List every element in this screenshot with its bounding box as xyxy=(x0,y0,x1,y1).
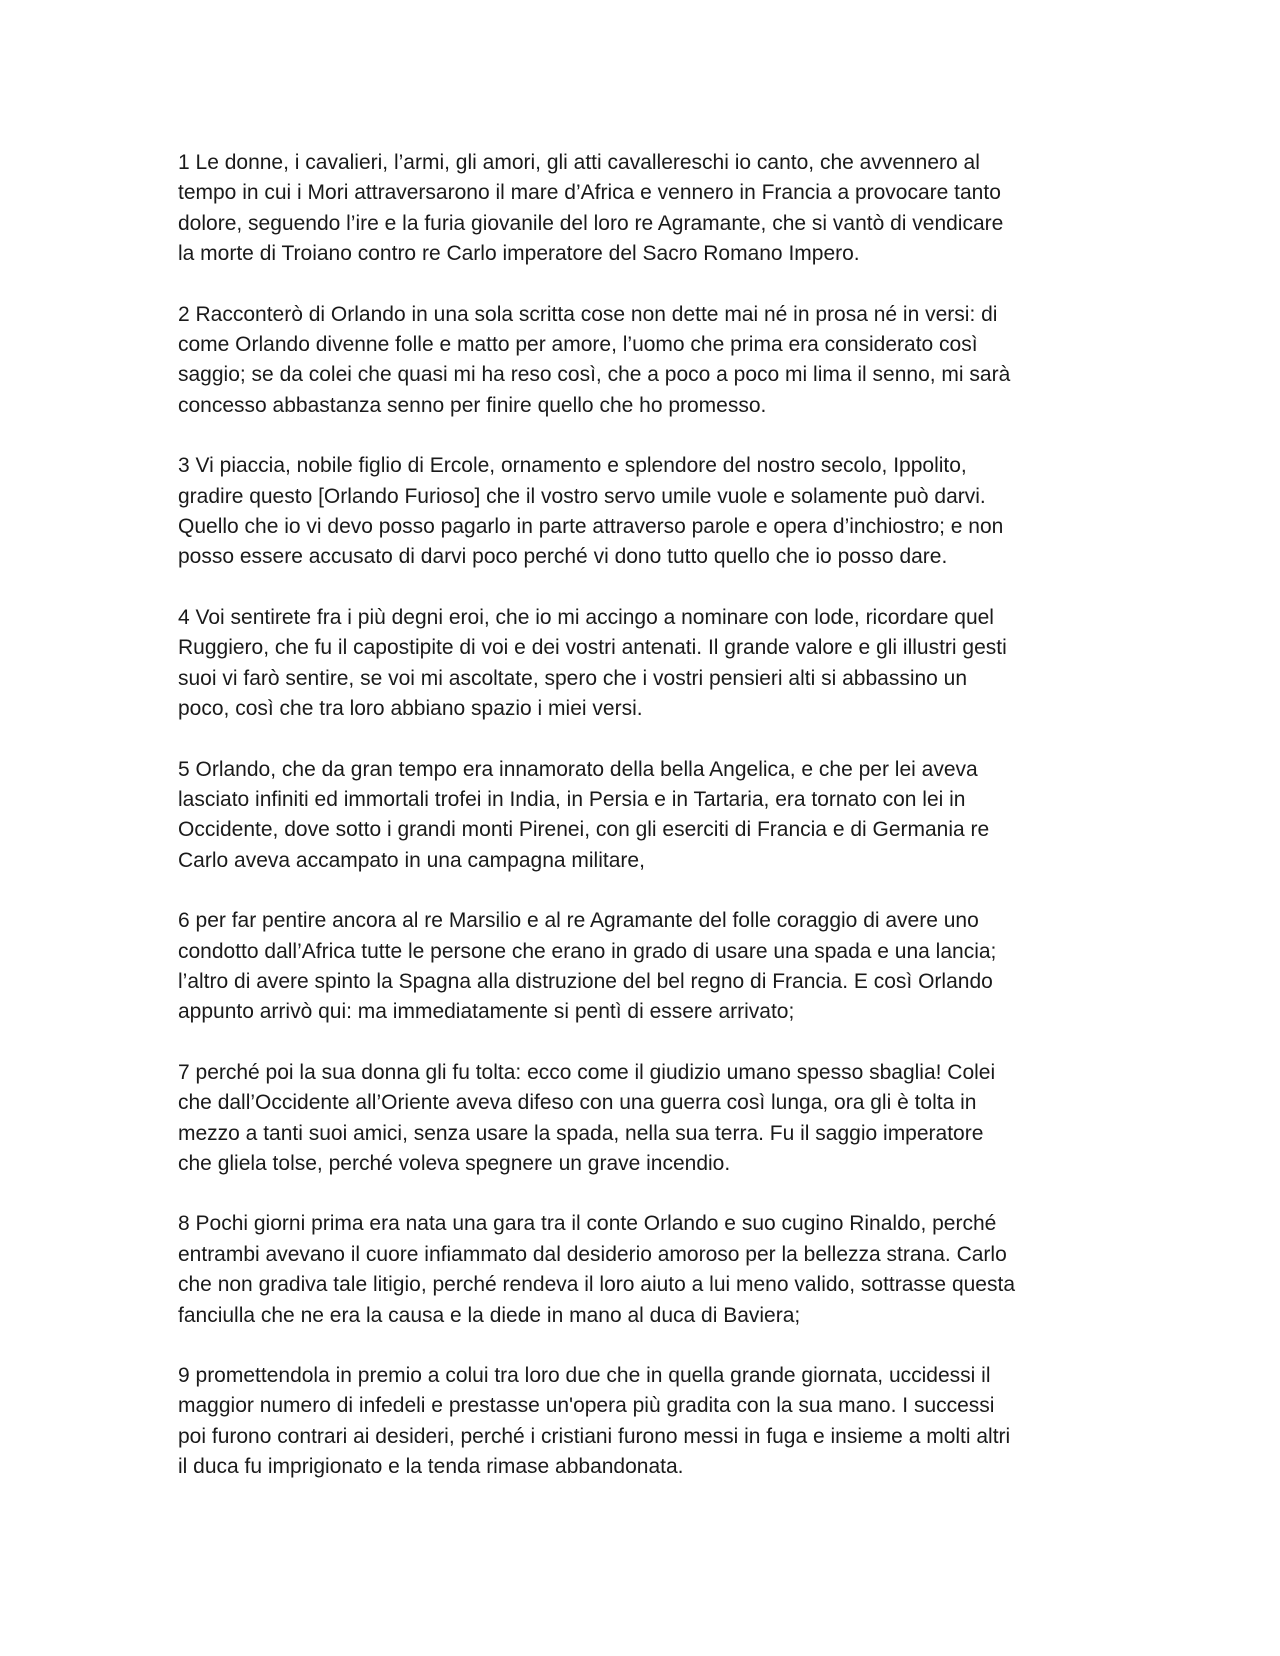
paragraph-7: 7 perché poi la sua donna gli fu tolta: ecco come il giudizio umano spesso sbaglia! Colei che dall’Occidente all’Oriente aveva difeso con una guerra così lunga, ora gli è tolta in mezzo a tanti suoi amici, senza usare la spada, nella sua terra. Fu il saggio imperatore che gliela tolse, perché voleva spegnere un grave incendio. xyxy=(178,1060,996,1175)
paragraph-1: 1 Le donne, i cavalieri, l’armi, gli amori, gli atti cavallereschi io canto, che avvennero al tempo in cui i Mori attraversarono il mare d’Africa e vennero in Francia a provocare tanto dolore, seguendo l’ire e la furia giovanile del loro re Agramante, che si vantò di vendicare la morte di Troiano contro re Carlo imperatore del Sacro Romano Impero. xyxy=(178,151,1004,266)
document-body xyxy=(178,148,1108,1513)
paragraph-4: 4 Voi sentirete fra i più degni eroi, che io mi accingo a nominare con lode, ricordare quel Ruggiero, che fu il capostipite di voi e dei vostri antenati. Il grande valore e gli illustri gesti suoi vi farò sentire, se voi mi ascoltate, spero che i vostri pensieri alti si abbassino un poco, così che tra loro abbiano spazio i miei versi. xyxy=(178,605,1007,721)
paragraph-2: 2 Racconterò di Orlando in una sola scritta cose non dette mai né in prosa né in versi: di come Orlando divenne folle e matto per amore, l’uomo che prima era considerato così saggio; se da colei che quasi mi ha reso così, che a poco a poco mi lima il senno, mi sarà concesso abbastanza senno per finire quello che ho promesso. xyxy=(178,302,1011,417)
paragraph-3: 3 Vi piaccia, nobile figlio di Ercole, ornamento e splendore del nostro secolo, Ippolito, gradire questo [Orlando Furioso] che il vostro servo umile vuole e solamente può darvi. Quello che io vi devo posso pagarlo in parte attraverso parole e opera d’inchiostro; e non posso essere accusato di darvi poco perché vi dono tutto quello che io posso dare. xyxy=(178,454,1004,569)
paragraph-5: 5 Orlando, che da gran tempo era innamorato della bella Angelica, e che per lei aveva lasciato infiniti ed immortali trofei in India, in Persia e in Tartaria, era tornato con lei in Occidente, dove sotto i grandi monti Pirenei, con gli eserciti di Francia e di Germania re Carlo aveva accampato in una campagna militare, xyxy=(178,757,990,872)
paragraph-6: 6 per far pentire ancora al re Marsilio e al re Agramante del folle coraggio di avere uno condotto dall’Africa tutte le persone che erano in grado di usare una spada e una lancia; l’altro di avere spinto la Spagna alla distruzione del bel regno di Francia. E così Orlando appunto arrivò qui: ma immediatamente si pentì di essere arrivato; xyxy=(178,909,997,1024)
paragraph-8: 8 Pochi giorni prima era nata una gara tra il conte Orlando e suo cugino Rinaldo, perché entrambi avevano il cuore infiammato dal desiderio amoroso per la bellezza strana. Carlo che non gradiva tale litigio, perché rendeva il loro aiuto a lui meno valido, sottrasse questa fanciulla che ne era la causa e la diede in mano al duca di Baviera; xyxy=(178,1212,1015,1327)
paragraph-9: 9 promettendola in premio a colui tra loro due che in quella grande giornata, uccidessi il maggior numero di infedeli e prestasse un'opera più gradita con la sua mano. I successi poi furono contrari ai desideri, perché i cristiani furono messi in fuga e insieme a molti altri il duca fu imprigionato e la tenda rimase abbandonata. xyxy=(178,1364,1011,1479)
